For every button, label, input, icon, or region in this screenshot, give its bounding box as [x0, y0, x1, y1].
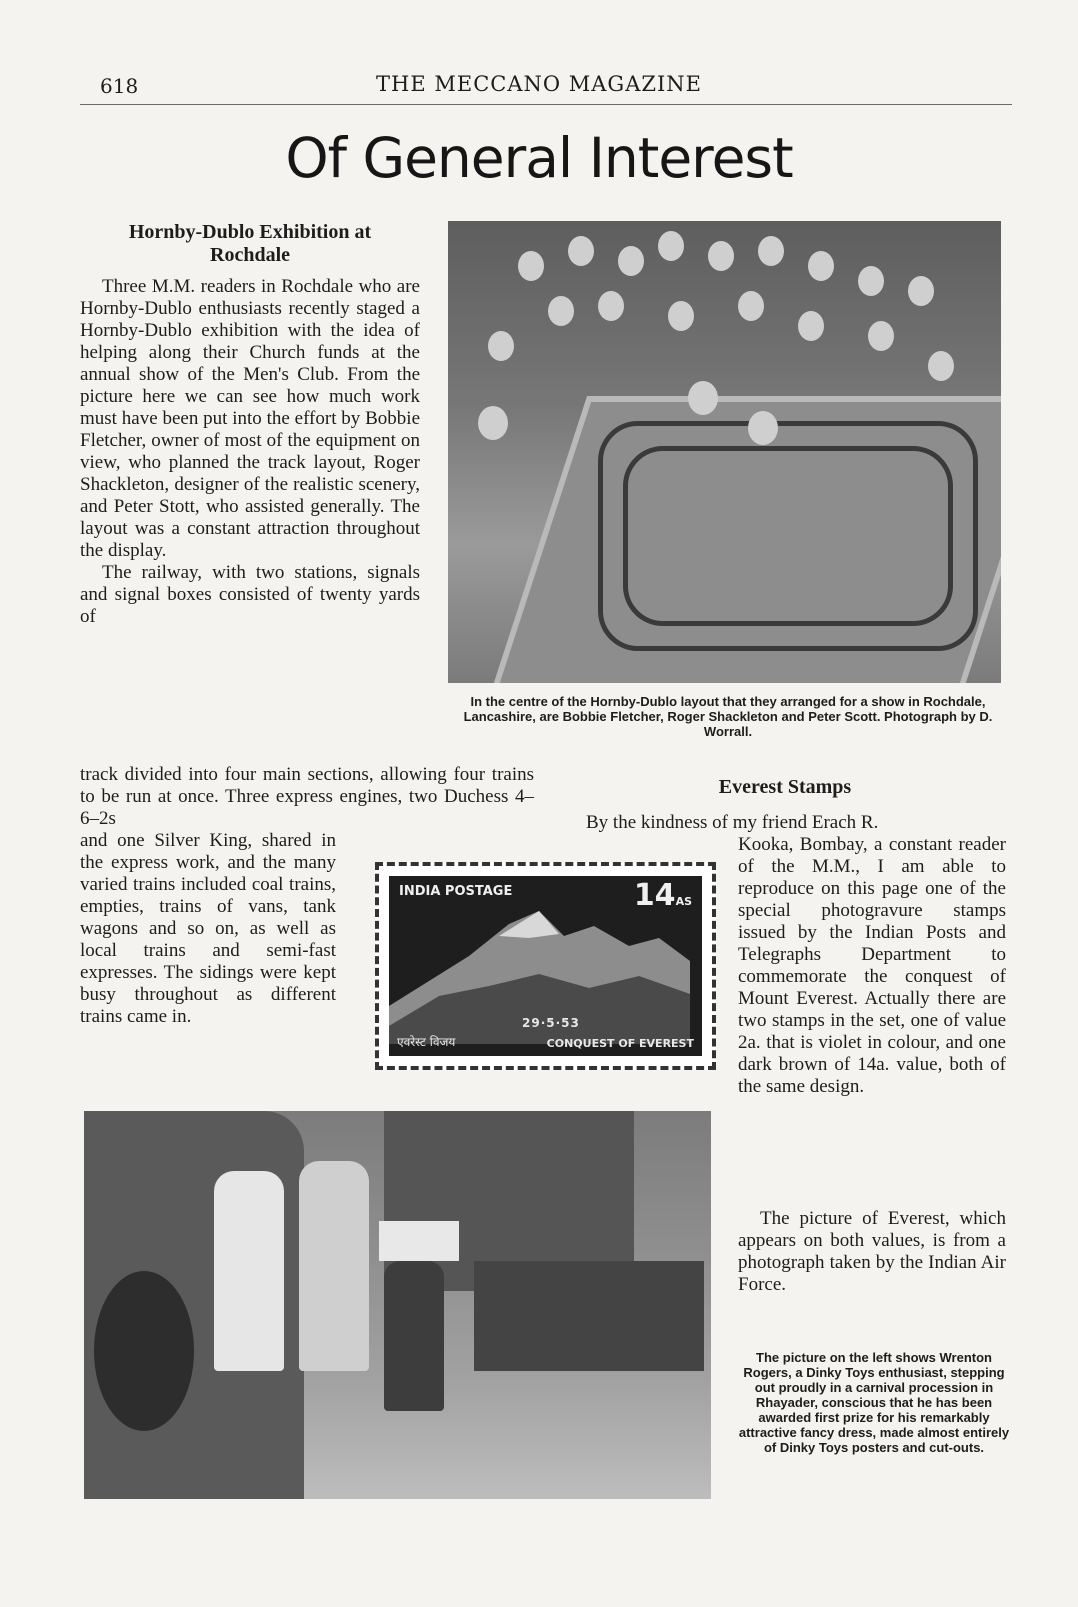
article-hornby-wide [80, 764, 534, 830]
article-hornby-para2-start: The railway, with two stations, signals and signal boxes consisted of twenty yards of [80, 562, 420, 627]
article-hornby-rest [80, 830, 336, 1028]
stamp-value [634, 878, 692, 913]
article-everest-lead-line: By the kindness of my friend Erach R. [586, 812, 879, 833]
page-title: Of General Interest [285, 126, 793, 190]
stamp-hindi-label: एवरेस्ट विजय [397, 1035, 456, 1049]
header-rule [80, 104, 1012, 105]
stamp-bottom-label: CONQUEST OF EVEREST [546, 1037, 694, 1050]
article-everest-continued [738, 1208, 1006, 1296]
stamp-value-number: 14 [633, 878, 676, 913]
page-number: 618 [100, 74, 139, 98]
article-hornby-para1: Three M.M. readers in Rochdale who are Hornby-Dublo enthusiasts recently staged a Hornby-Dublo exhibition with the idea of helping along their Church funds at the annual show of the Men's Club. From the picture here we can see how much work must have been put into the effort by Bobbie Fletcher, owner of most of the equipment on view, who planned the track layout, Roger Shackleton, designer of the realistic scenery, and Peter Stott, who assisted generally. The layout was a constant attraction throughout the display. [80, 276, 420, 561]
article-heading-everest: Everest Stamps [718, 776, 852, 798]
article-hornby-para2-wide: track divided into four main sections, allowing four trains to be run at once. Three express engines, two Duchess 4–6–2s [80, 764, 534, 829]
article-everest-lead [586, 812, 1006, 834]
hornby-layout-photo [448, 221, 1001, 683]
carnival-photo-caption: The picture on the left shows Wrenton Rogers, a Dinky Toys enthusiast, stepping out proudly in a carnival procession in Rhayader, conscious that he has been awarded first prize for his remarkably attractive fancy dress, made almost entirely of Dinky Toys posters and cut-outs. [738, 1350, 1010, 1455]
carnival-procession-photo [84, 1111, 711, 1499]
magazine-title: THE MECCANO MAGAZINE [376, 72, 702, 96]
article-everest-para1: Kooka, Bombay, a constant reader of the M.M., I am able to reproduce on this page one of the special photogravure stamps issued by the Indian Posts and Telegraphs Department to commemorate the conquest of Mount Everest. Actually there are two stamps in the set, one of value 2a. that is violet in colour, and one dark brown of 14a. value, both of the same design. [738, 834, 1006, 1097]
stamp-date: 29·5·53 [522, 1016, 580, 1030]
article-hornby-text [80, 276, 420, 628]
article-everest-beside-stamp [738, 834, 1006, 1098]
heading-line-2: Rochdale [210, 244, 290, 266]
everest-stamp [375, 862, 716, 1070]
stamp-top-label: INDIA POSTAGE [399, 884, 513, 899]
article-hornby-para2-rest: and one Silver King, shared in the express work, and the many varied trains included coal trains, empties, trains of vans, tank wagons and so on, as well as local trains and semi-fast expresses. The sidings were kept busy throughout as different trains came in. [80, 830, 336, 1027]
hornby-photo-caption: In the centre of the Hornby-Dublo layout that they arranged for a show in Rochdale, Lancashire, are Bobbie Fletcher, Roger Shackleton and Peter Scott. Photograph by D. Worrall. [463, 694, 993, 739]
heading-line-1: Hornby-Dublo Exhibition at [128, 221, 372, 243]
article-everest-para2: The picture of Everest, which appears on both values, is from a photograph taken by the Indian Air Force. [738, 1208, 1006, 1295]
stamp-image [389, 876, 702, 1056]
article-heading-hornby [80, 221, 420, 267]
stamp-value-unit: AS [675, 895, 692, 908]
